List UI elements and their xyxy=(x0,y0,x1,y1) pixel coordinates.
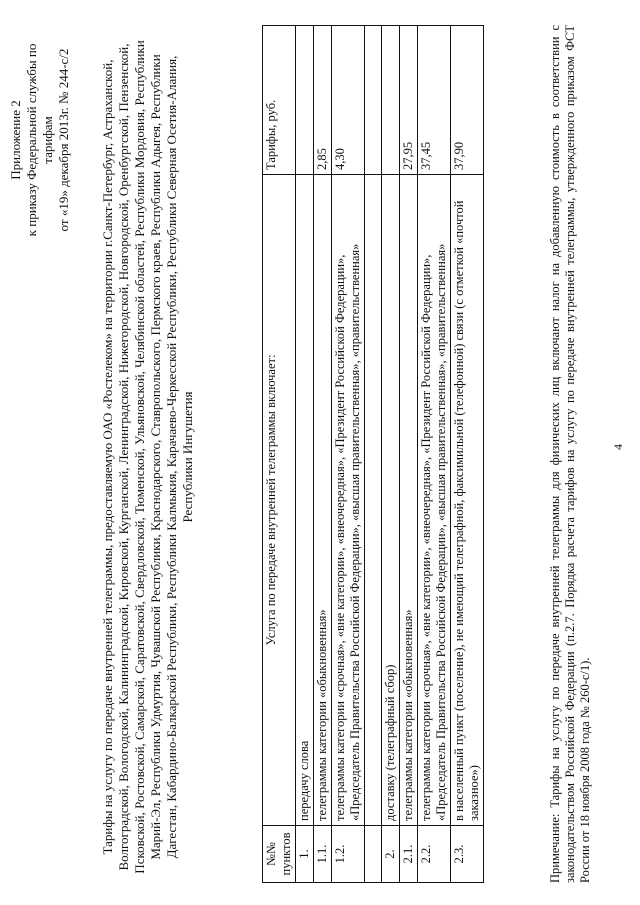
cell-num: 2.2. xyxy=(418,826,451,883)
cell-service: телеграммы категории «срочная», «вне категории», «внеочередная», «Президент Российской Федерации», «Председатель Правительства Российской Федерации», «высшая правительственная», «правительственная» xyxy=(332,175,365,826)
header-service: Услуга по передаче внутренней телеграммы включает: xyxy=(263,175,296,826)
appendix-header xyxy=(8,10,72,270)
cell-service: передачу слова xyxy=(296,175,314,826)
table-row xyxy=(382,26,400,883)
cell-service xyxy=(365,175,382,826)
document-title: Тарифы на услугу по передаче внутренней телеграммы, предоставляемую ОАО «Ростелеком» на территории г.Санкт-Петербург, Астраханской, Волгоградской, Вологодской, Калининградской, Кировской, Курганской, Ленинградской, Нижегородской, Новгородской, Оренбургской, Пензенской, Псковской, Ростовской, Самарской, Саратовской, Свердловской, Тюменской, Ульяновской, Челябинской областей, Республики Мордовия, Республики Марий-Эл, Республики Удмуртия, Чувашской Республики, Краснодарского, Ставропольского, Пермского краев, Республики Адыгея, Республики Дагестан, Кабардино-Балкарской Республики, Республики Калмыкия, Карачаево-Черкесской Республики, Республики Северная Осетия-Алания, Республики Ингушетия xyxy=(100,40,195,874)
table-row xyxy=(314,26,332,883)
table-header-row xyxy=(263,26,296,883)
cell-num: 1.1. xyxy=(314,826,332,883)
page-number: 4 xyxy=(611,444,625,450)
cell-service: телеграммы категории «обыкновенная» xyxy=(400,175,418,826)
appendix-line: к приказу Федеральной службы по xyxy=(24,43,39,237)
cell-num: 2. xyxy=(382,826,400,883)
table-row xyxy=(400,26,418,883)
cell-tariff xyxy=(365,26,382,175)
footnote: Примечание: Тарифы на услугу по передаче внутренней телеграммы для физических лиц включают налог на добавленную стоимость в соответствии с законодательством Российской Федерации (п.2.7. Порядка расчета тарифов на услугу по передаче внутренней телеграммы, утвержденного приказом ФСТ России от 18 ноября 2008 года № 260-с/1). xyxy=(548,25,592,883)
cell-tariff xyxy=(296,26,314,175)
cell-service: в населенный пункт (поселение), не имеющий телеграфной, факсимильной (телефонной) связи (с отметкой «почтой заказное») xyxy=(451,175,484,826)
cell-service: телеграммы категории «обыкновенная» xyxy=(314,175,332,826)
header-num: №№ пунктов xyxy=(263,826,296,883)
header-tariff: Тарифы, руб. xyxy=(263,26,296,175)
table-row xyxy=(418,26,451,883)
table-row-empty xyxy=(365,26,382,883)
appendix-line: тарифам xyxy=(40,116,55,164)
cell-num: 2.1. xyxy=(400,826,418,883)
cell-num: 1. xyxy=(296,826,314,883)
cell-service: телеграммы категории «срочная», «вне категории», «внеочередная», «Президент Российской Федерации», «Председатель Правительства Российской Федерации», «высшая правительственная», «правительственная» xyxy=(418,175,451,826)
appendix-line: от «19» декабря 2013г. № 244-с/2 xyxy=(56,48,71,232)
cell-num xyxy=(365,826,382,883)
appendix-line: Приложение 2 xyxy=(8,100,23,180)
table-row xyxy=(332,26,365,883)
cell-tariff: 27,95 xyxy=(400,26,418,175)
cell-tariff: 4,30 xyxy=(332,26,365,175)
cell-tariff: 37,45 xyxy=(418,26,451,175)
cell-num: 2.3. xyxy=(451,826,484,883)
tariff-table xyxy=(262,25,484,883)
cell-tariff: 2,85 xyxy=(314,26,332,175)
table-row xyxy=(451,26,484,883)
cell-tariff: 37,90 xyxy=(451,26,484,175)
cell-tariff xyxy=(382,26,400,175)
table-row xyxy=(296,26,314,883)
cell-service: доставку (телеграфный сбор) xyxy=(382,175,400,826)
cell-num: 1.2. xyxy=(332,826,365,883)
